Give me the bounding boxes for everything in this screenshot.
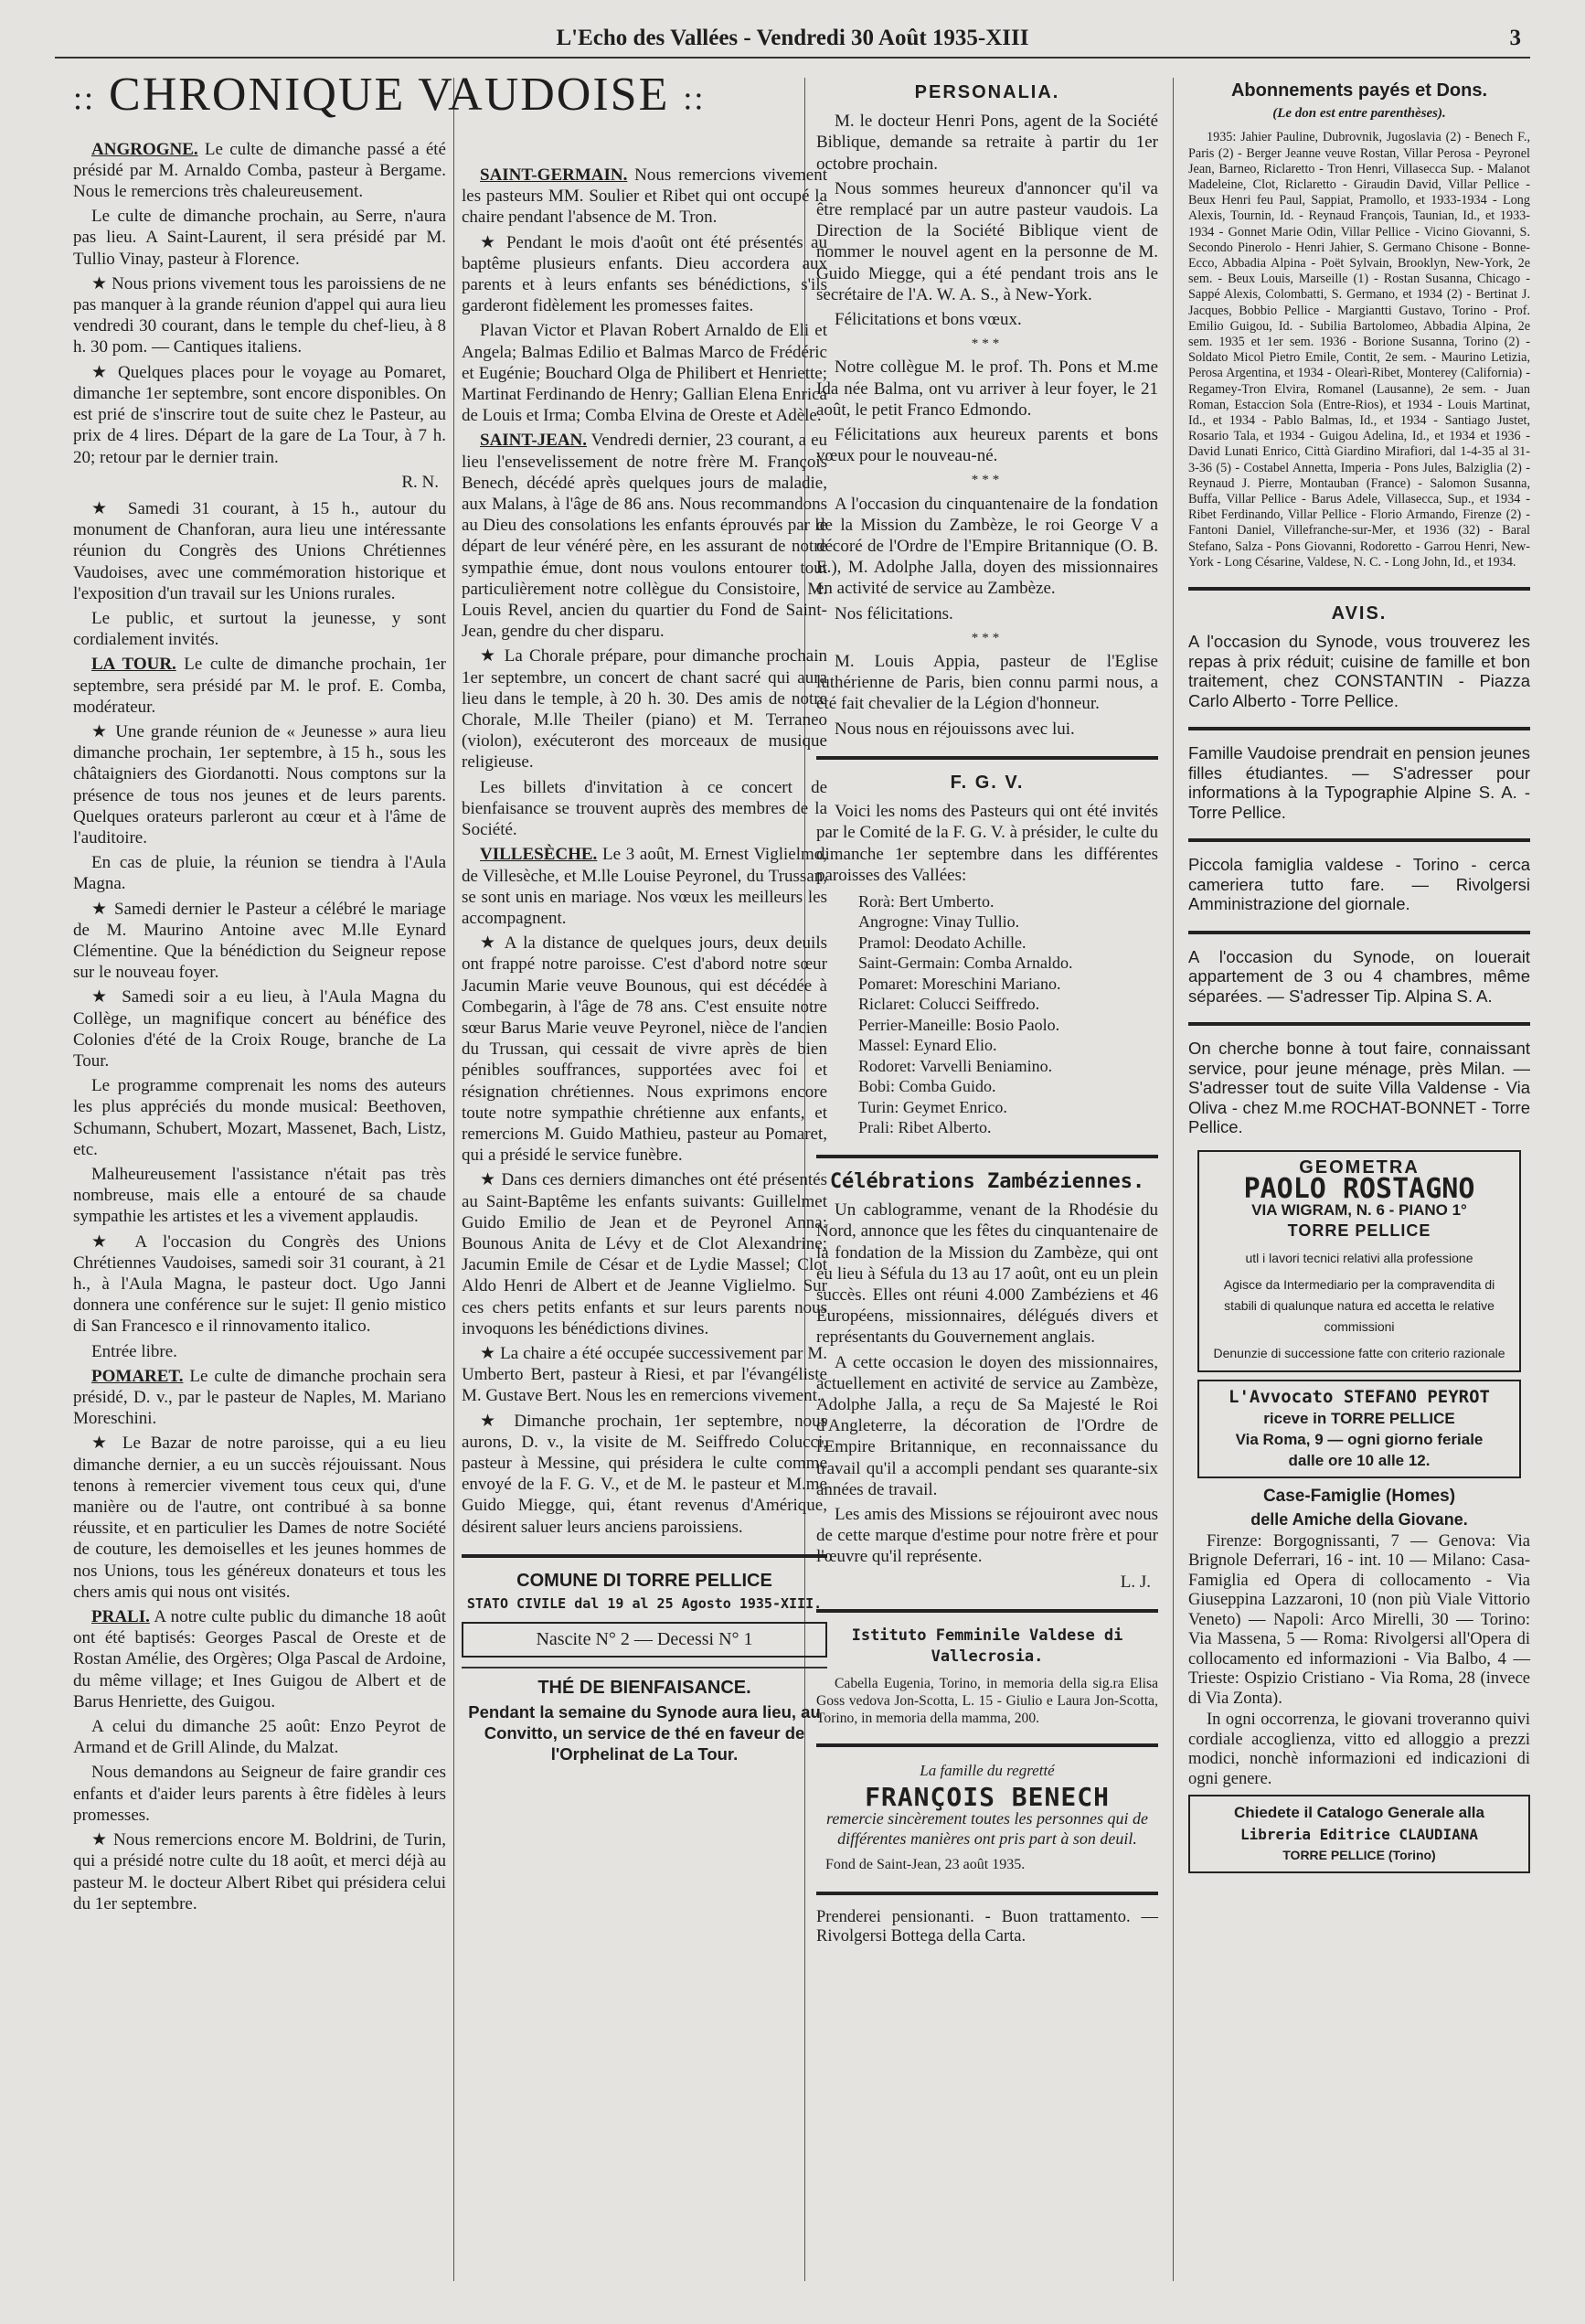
family-line: La famille du regretté — [920, 1762, 1055, 1780]
fgv-title: F. G. V. — [950, 772, 1025, 793]
subscriptions-title: Abonnements payés et Dons. — [1230, 80, 1488, 101]
article-paragraph: Félicitations et bons vœux. — [835, 310, 1022, 330]
article-paragraph: Entrée libre. — [91, 1341, 177, 1361]
article-paragraph: Les amis des Missions se réjouiront avec nous de cette marque d'estime pour notre frère et pour l'œuvre qu'il représente. — [816, 1504, 1158, 1567]
article-paragraph: Plavan Victor et Plavan Robert Arnaldo de Eli et Angela; Balmas Edilio et Balmas Marco de Frédéric et Eugénie; Bouchard Olga de Philibert et Henriette; Martinat Ferdinando de Henry; Gallian Elena Enrica de Louis et Irma; Comba Elvina de Oreste et Adèle. — [462, 321, 827, 426]
family-name: FRANÇOIS BENECH — [865, 1782, 1110, 1813]
list-item: Pomaret: Moreschini Mariano. — [858, 974, 1061, 993]
subscriptions-subtitle: (Le don est entre parenthèses). — [1272, 106, 1446, 122]
article-paragraph: ★ Nous remercions encore M. Boldrini, de Turin, qui a présidé notre culte du 18 août, et merci déjà au pasteur M. le docteur Albert Ribet qui présidera celui du 1er septembre. — [73, 1830, 446, 1914]
boarders-notice: Prenderei pensionanti. - Buon trattamento. — Rivolgersi Bottega della Carta. — [816, 1907, 1158, 1946]
civil-status-subtitle: STATO CIVILE dal 19 al 25 Agosto 1935-XIII. — [466, 1595, 823, 1612]
ad-line: Via Roma, 9 — ogni giorno feriale — [1235, 1431, 1484, 1449]
column-2 — [462, 165, 827, 1764]
article-paragraph: ANGROGNE. Le culte de dimanche passé a été présidé par M. Arnaldo Comba, pasteur à Bergame. Nous le remercions très chaleureusement. — [73, 139, 446, 202]
article-paragraph: SAINT-GERMAIN. Nous remercions vivement les pasteurs MM. Soulier et Ribet qui ont occupé la chaire pendant l'absence de M. Tron. — [462, 165, 827, 228]
divider — [1188, 587, 1530, 591]
page-header — [55, 26, 1530, 59]
page-number: 3 — [1509, 26, 1521, 50]
article-paragraph: ★ Le Bazar de notre paroisse, qui a eu lieu dimanche dernier, a eu un succès réjouissant. Nous tenons à remercier vivement tous ceux qui, d'une manière ou de l'autre, ont contribué à sa bonne réussite, et en particulier les Dames de notre Société de couture, les demoiselles et les jeunes hommes de nos Unions, tous les généreux donateurs et tous les chers amis qui nous ont visités. — [73, 1434, 446, 1602]
ad-line: TORRE PELLICE (Torino) — [1282, 1847, 1436, 1862]
divider — [816, 1743, 1158, 1747]
ad-line: Chiedete il Catalogo Generale alla — [1234, 1804, 1484, 1822]
divider — [462, 1667, 827, 1668]
avis-title: AVIS. — [1331, 603, 1388, 624]
homes-subtitle: delle Amiche della Giovane. — [1250, 1509, 1468, 1529]
section-masthead: :: CHRONIQUE VAUDOISE :: — [73, 69, 706, 121]
list-item: Perrier-Maneille: Bosio Paolo. — [858, 1015, 1060, 1034]
classified-ad: Famille Vaudoise prendrait en pension jeunes filles étudiantes. — S'adresser pour informations à la Typographie Alpine S. A. - Torre Pellice. — [1188, 743, 1531, 822]
article-paragraph: ★ Dimanche prochain, 1er septembre, nous aurons, D. v., la visite de M. Seiffredo Colucci, pasteur à Messine, qui présidera le culte comme envoyé de la F. G. V., et de M. le pasteur et M.me Guido Miegge, qui, étant revenus d'Amérique, désirent saluer leurs anciens paroissiens. — [462, 1411, 827, 1537]
civil-status-title: COMUNE DI TORRE PELLICE — [516, 1570, 772, 1591]
article-paragraph: Nous sommes heureux d'annoncer qu'il va être remplacé par un autre pasteur vaudois. La Direction de la Société Biblique vient de nommer le nouvel agent en la personne de M. Guido Miegge, qui a été pendant trois ans le secrétaire de l'A. W. A. S., à New-York. — [816, 178, 1158, 304]
article-paragraph: Le culte de dimanche prochain, au Serre, n'aura pas lieu. A Saint-Laurent, il sera présidé par M. Tullio Vinay, pasteur à Florence. — [73, 207, 446, 269]
article-paragraph: M. Louis Appia, pasteur de l'Eglise luthérienne de Paris, bien connu parmi nous, a été fait chevalier de la Légion d'honneur. — [816, 652, 1158, 714]
column-3 — [816, 80, 1158, 1949]
divider — [1188, 1022, 1530, 1026]
column-4 — [1188, 80, 1530, 1881]
signature: L. J. — [1120, 1572, 1151, 1592]
personalia-title: PERSONALIA. — [914, 82, 1060, 102]
article-paragraph: A l'occasion du cinquantenaire de la fondation de la Mission du Zambèze, le roi George V a décoré de l'Ordre de l'Empire Britannique (O. B. E.), M. Adolphe Jalla, doyen des missionnaires en activité de service au Zambèze. — [816, 494, 1158, 599]
ad-line: utl i lavori tecnici relativi alla professione — [1245, 1250, 1473, 1265]
article-paragraph: ★ Samedi dernier le Pasteur a célébré le mariage de M. Maurino Antoine avec M.lle Eynard Clémentine. Que la bénédiction du Seigneur repose sur le nouveau foyer. — [73, 899, 446, 983]
article-paragraph: M. le docteur Henri Pons, agent de la Société Biblique, demande sa retraite à partir du 1er octobre prochain. — [816, 112, 1158, 174]
list-item: Rodoret: Varvelli Beniamino. — [858, 1056, 1053, 1075]
divider — [816, 1609, 1158, 1613]
article-paragraph: En cas de pluie, la réunion se tiendra à l'Aula Magna. — [73, 853, 446, 894]
tea-text: Pendant la semaine du Synode aura lieu, au Convitto, un service de thé en faveur de l'Orphelinat de La Tour. — [468, 1701, 821, 1764]
article-paragraph: A celui du dimanche 25 août: Enzo Peyrot de Armand et de Grill Alinde, du Malzat. — [73, 1717, 446, 1758]
homes-title: Case-Famiglie (Homes) — [1262, 1487, 1456, 1507]
divider — [462, 1554, 827, 1558]
article-paragraph: Voici les noms des Pasteurs qui ont été invités par le Comité de la F. G. V. à présider, le culte du dimanche 1er septembre dans les différentes paroisses des Vallées: — [816, 802, 1158, 885]
ad-line: riceve in TORRE PELLICE — [1263, 1409, 1455, 1427]
list-item: Angrogne: Vinay Tullio. — [858, 912, 1020, 932]
classified-ad: Piccola famiglia valdese - Torino - cerca cameriera tutto fare. — Rivolgersi Amministrazione del giornale. — [1188, 855, 1530, 914]
ad-title: GEOMETRA — [1299, 1157, 1420, 1178]
article-paragraph: ★ Samedi soir a eu lieu, à l'Aula Magna du Collège, un magnifique concert au bénéfice des Colonies d'été de la Croix Rouge, branche de La Tour. — [73, 987, 446, 1071]
family-thanks: remercie sincèrement toutes les personnes qui de différentes manières ont pris part à son deuil. — [826, 1808, 1148, 1848]
ad-line: Denunzie di successione fatte con criterio razionale — [1213, 1346, 1505, 1361]
column-rule — [453, 78, 454, 2281]
column-rule — [1173, 78, 1174, 2281]
celebrations-title: Célébrations Zambéziennes. — [829, 1169, 1145, 1193]
article-paragraph: ★ Samedi 31 courant, à 15 h., autour du monument de Chanforan, aura lieu une intéressante réunion du Congrès des Unions Chrétiennes Vaudoises, avec une commémoration historique et l'exposition d'un travail sur les Unions rurales. — [73, 498, 446, 603]
signature: R. N. — [401, 472, 439, 492]
divider — [1188, 727, 1530, 730]
ad-line: dalle ore 10 alle 12. — [1288, 1452, 1431, 1470]
article-paragraph: Les billets d'invitation à ce concert de bienfaisance se trouvent auprès des membres de la Société. — [462, 777, 827, 840]
article-paragraph: ★ Dans ces derniers dimanches ont été présentés au Saint-Baptême les enfants suivants: Guillelmet Guido Emilio de Jean et de Peyronel Anna: Bounous Anita de Lévy et de Clot Alexandrine; Jacumin Emile de César et de Lydie Massel; Clot Aldo Henri de Albert et de Jeanne Viglielmo. Sur ces chers petits enfants et sur leurs parents nous invoquons les bénédictions divines. — [462, 1170, 827, 1338]
article-paragraph: SAINT-JEAN. Vendredi dernier, 23 courant, a eu lieu l'ensevelissement de notre frère M. François Benech, décédé après quelques jours de maladie, aux Malans, à l'âge de 86 ans. Nous recommandons au Dieu des consolations les enfants éprouvés par le départ de leur vénéré père, en les assurant de notre sympathie émue, dont nous voulons entourer tout particulièrement notre collègue du Consistoire, M. Louis Revel, ancien du quartier du Fond de Saint-Jean, gendre du cher disparu. — [462, 431, 827, 642]
article-paragraph: ★ Quelques places pour le voyage au Pomaret, dimanche 1er septembre, sont encore disponibles. On est prié de s'inscrire tout de suite chez le Pasteur, au prix de 4 lires. Départ de la gare de La Tour, à 7 h. 20; retour par le dernier train. — [73, 362, 446, 467]
ad-name: PAOLO ROSTAGNO — [1243, 1173, 1475, 1205]
births-deaths-box: Nascite N° 2 — Decessi N° 1 — [462, 1622, 827, 1658]
donations-text: Cabella Eugenia, Torino, in memoria della sig.ra Elisa Goss vedova Jon-Scotta, L. 15 - Giulio e Laura Jon-Scotta, Torino, in memoria della mamma, 200. — [816, 1676, 1158, 1727]
ad-name: L'Avvocato STEFANO PEYROT — [1229, 1386, 1490, 1407]
article-paragraph: Nos félicitations. — [835, 603, 953, 624]
divider — [1188, 931, 1530, 934]
separator-stars: *** — [971, 336, 1004, 352]
article-paragraph: Nous nous en réjouissons avec lui. — [835, 719, 1075, 739]
surveyor-ad — [1197, 1150, 1521, 1372]
list-item: Massel: Eynard Elio. — [858, 1036, 997, 1055]
homes-list: Firenze: Borgognissanti, 7 — Genova: Via Brignole Deferrari, 16 - int. 10 — Milano: Casa-Famiglia ed Opera di collocamento - Via Giuseppina Lazzaroni, 10 (non più Viale Vittorio Veneto) — Napoli: Arco Mirelli, 30 — Torino: Via Massena, 5 — Roma: Rivolgersi all'Opera di collocamento ed informazioni - Via Balbo, 4 — Trieste: Ospizio Cristiano - Via Roma, 28 (invece di Via Zonta). — [1188, 1531, 1530, 1708]
article-paragraph: Malheureusement l'assistance n'était pas très nombreuse, mais elle a entouré de sa chaude sympathie les artistes et les a vivement applaudis. — [73, 1165, 446, 1227]
article-paragraph: ★ A la distance de quelques jours, deux deuils ont frappé notre paroisse. C'est d'abord notre sœur Jacumin Marie veuve Bounous, qui est décédée à Combegarin, à l'âge de 78 ans. C'est ensuite notre sœur Barus Marie veuve Peyronel, nièce de l'ancien du Trussan, qui cessait de vivre après de bien pénibles souffrances, supportées avec foi et résignation chrétiennes. Nous exprimons encore toute notre sympathie chrétienne aux enfants, et remercions M. Guido Mathieu, pasteur au Pomaret, qui a présidé le service funèbre. — [462, 933, 827, 1166]
lawyer-ad — [1197, 1380, 1521, 1479]
article-paragraph: ★ A l'occasion du Congrès des Unions Chrétiennes Vaudoises, samedi soir 31 courant, à 21 h., à l'Aula Magna, le pasteur doct. Ugo Janni donnera une conférence sur le sujet: Il genio mistico di San Francesco e il rinnovamento italico. — [73, 1231, 446, 1337]
article-paragraph: A cette occasion le doyen des missionnaires, actuellement en activité de service au Zambèze, Adolphe Jalla, a reçu de Sa Majesté le Roi d'Angleterre, la décoration de l'Ordre de l'Empire Britannique, en reconnaissance du travail qu'il a accompli pendant ses quarante-six années de travail. — [816, 1352, 1158, 1499]
article-paragraph: ★ La Chorale prépare, pour dimanche prochain 1er septembre, un concert de chant sacré qui aura lieu dans le temple, à 20 h. 30. Des amis de notre Chorale, M.lle Theiler (piano) et M. Terraneo (violon), exécuteront des morceaux de musique religieuse. — [462, 646, 827, 773]
separator-stars: *** — [971, 473, 1004, 488]
article-paragraph: ★ Une grande réunion de « Jeunesse » aura lieu dimanche prochain, 1er septembre, à 15 h., sous les châtaigniers des Giordanotti. Nous comptons sur la présence de tous nos jeunes et de leurs parents. Quelques orateurs parleront au cœur et à l'âme de l'auditoire. — [73, 721, 446, 848]
institute-title: Istituto Femminile Valdese di Vallecrosia. — [851, 1626, 1123, 1666]
divider — [1188, 838, 1530, 842]
article-paragraph: Le public, et surtout la jeunesse, y sont cordialement invités. — [73, 608, 446, 650]
article-paragraph: ★ Nous prions vivement tous les paroissiens de ne pas manquer à la grande réunion d'appel qui aura lieu vendredi 30 courant, dans le temple du chef-lieu, à 8 h. 30 pom. — Cantiques italiens. — [73, 273, 446, 357]
subscriptions-list: 1935: Jahier Pauline, Dubrovnik, Jugoslavia (2) - Benech F., Paris (2) - Berger Jeanne veuve Rostan, Villar Perosa - Peyronel Jean, Barneo, Riclaretto - Tron Henri, Villasecca Sup. - Malanot Madeleine, Clot, Riclaretto - Giraudin David, Villar Pellice - Beux Henri feu Paul, Sappiat, Pramollo, et 1933-1934 - Long Alexis, Tournin, Id. - Reynaud François, Taunian, Id., et 1933-1934 - Gonnet Marie Odin, Villar Pellice - Vicino Giovanni, S. Secondo Pinerolo - Henri Jahier, S. Germano Chisone - Bonne-Ecco, Abbadia Alpina - Poët Sylvain, Brooklyn, New-York, 2e sem. - Beux Louis, Marseille (1) - Rostan Susanna, Chicago - Sappé Alexis, Colombatti, S. Germano, et 1934 (2) - Bertinat J. Jacques, Bobbio Pellice - Margiantti Gustavo, Torino - Prof. Emilio Guigou, Id. - Subilia Bartolomeo, Abbadia Alpina, 2e sem. 1935 et 1er sem. 1936 - Borione Susanna, Torino (2) - Soldato Micol Pietro Emile, Contit, 2e sem. - Maurino Letizia, Perosa Argentina, et 1934 - Olearì-Ribet, Monterey (California) - Regamey-Tron Elvira, Romanel (Lausanne), 2e sem. - Juan Roman, Estaccion Sola (Entre-Rios), et 1934 - Louis Martinat, Id., et 1934 - Pablo Balmas, Id., et 1934 - Santiago Justet, Rosario Tala, et 1934 - Guigou Adelina, Id., et 1934 et 1936 - David Lunati Enrico, Città Giardino Mirafiori, dal 1-4-35 al 31-3-36 (5) - Costabel Annetta, Imperia - Pons Jules, Balziglia (2) - Reynaud J. Pierre, Montauban (France) - Salomon Susanna, Buffa, Villar Pellice - Barus Adele, Villasecca, Sup., et 1934 - Ribet Ferdinando, Villar Pellice - Florio Armando, Firenze (2) - Fantoni Daniel, Villefranche-sur-Mer, et 1936 (32) - Baral Stefano, Salza - Pons Giovanni, Rodoretto - Garrou Henri, New-York - Long Césarine, Valdese, N. C. - Long John, Id., et 1934. — [1188, 130, 1530, 570]
homes-note: In ogni occorrenza, le giovani troveranno quivi cordiale accoglienza, vitto ed alloggio a prezzi modici, nonchè informazioni ed indicazioni di ogni genere. — [1188, 1711, 1530, 1788]
article-paragraph: Un cablogramme, venant de la Rhodésie du Nord, annonce que les fêtes du cinquantenaire de la fondation de la Mission du Zambèze, qui ont eu lieu à Séfula du 13 au 17 août, ont eu un plein succès. Elles ont réuni 4.000 Zambéziens et 46 Européens, missionnaires, délégués divers et représentants du Gouvernement anglais. — [816, 1200, 1158, 1348]
catalogue-ad — [1188, 1795, 1530, 1873]
ad-city: TORRE PELLICE — [1287, 1221, 1431, 1241]
article-paragraph: ★ La chaire a été occupée successivement par M. Umberto Bert, pasteur à Riesi, et par l'évangéliste M. Gustave Bert. Nous les en remercions vivement. — [462, 1343, 827, 1406]
article-paragraph: POMARET. Le culte de dimanche prochain sera présidé, D. v., par le pasteur de Naples, M. Mariano Moreschini. — [73, 1366, 446, 1429]
article-paragraph: LA TOUR. Le culte de dimanche prochain, 1er septembre, sera présidé par M. le prof. E. Comba, modérateur. — [73, 655, 446, 717]
list-item: Saint-Germain: Comba Arnaldo. — [858, 954, 1073, 973]
article-paragraph: Le programme comprenait les noms des auteurs les plus appréciés du monde musical: Beethoven, Schumann, Schubert, Mozart, Massenet, Bach, Listz, etc. — [73, 1076, 446, 1159]
classified-ad: A l'occasion du Synode, on louerait appartement de 3 ou 4 chambres, même séparées. — S'adresser Tip. Alpina S. A. — [1188, 946, 1530, 1006]
header-title: L'Echo des Vallées - Vendredi 30 Août 1935-XIII — [556, 26, 1029, 50]
list-item: Turin: Geymet Enrico. — [858, 1097, 1007, 1116]
list-item: Rorà: Bert Umberto. — [858, 891, 995, 911]
divider — [816, 1155, 1158, 1158]
family-place-date: Fond de Saint-Jean, 23 août 1935. — [825, 1856, 1026, 1872]
pastor-list — [858, 891, 1158, 1138]
tea-title: THÉ DE BIENFAISANCE. — [537, 1678, 751, 1699]
article-paragraph: PRALI. A notre culte public du dimanche 18 août ont été baptisés: Georges Pascal de Oreste et de Rostan Amélie, des Orgères; Olga Pascal de Ardoine, du même village; et Ines Guigou de Albert et de Barus Henriette, des Guigou. — [73, 1607, 446, 1711]
list-item: Pramol: Deodato Achille. — [858, 933, 1027, 952]
article-paragraph: VILLESÈCHE. Le 3 août, M. Ernest Viglielmo, de Villesèche, et M.lle Louise Peyronel, du Trussan, se sont unis en mariage. Nos vœux les meilleurs les accompagnent. — [462, 845, 827, 928]
divider — [816, 1892, 1158, 1895]
article-paragraph: ★ Pendant le mois d'août ont été présentés au baptême plusieurs enfants. Dieu accordera aux parents et à leurs enfants ses bénédictions, s'ils garderont fidèlement les promesses faites. — [462, 232, 827, 316]
avis-text: A l'occasion du Synode, vous trouverez les repas à prix réduit; cuisine de famille et bon traitement, chez CONSTANTIN - Piazza Carlo Alberto - Torre Pellice. — [1188, 632, 1530, 710]
list-item: Riclaret: Colucci Seiffredo. — [858, 995, 1040, 1014]
ad-line: Agisce da Intermediario per la compravendita di stabili di qualunque natura ed accetta le relative commissioni — [1223, 1276, 1495, 1335]
classified-ad: On cherche bonne à tout faire, connaissant service, pour jeune ménage, près Milan. — S'adresser tout de suite Villa Valdense - Via Oliva - chez M.me ROCHAT-BONNET - Torre Pellice. — [1188, 1039, 1530, 1137]
separator-stars: *** — [971, 630, 1004, 645]
ad-address: VIA WIGRAM, N. 6 - PIANO 1° — [1251, 1201, 1467, 1220]
article-paragraph: Félicitations aux heureux parents et bons vœux pour le nouveau-né. — [816, 425, 1158, 466]
list-item: Bobi: Comba Guido. — [858, 1077, 996, 1096]
article-paragraph: Notre collègue M. le prof. Th. Pons et M.me Ida née Balma, ont vu arriver à leur foyer, le 21 août, le petit Franco Edmondo. — [816, 357, 1158, 420]
ad-name: Libreria Editrice CLAUDIANA — [1239, 1825, 1479, 1843]
list-item: Prali: Ribet Alberto. — [858, 1118, 992, 1137]
divider — [816, 756, 1158, 760]
article-paragraph: Nous demandons au Seigneur de faire grandir ces enfants et d'aider leurs parents à être fidèles à leurs promesses. — [73, 1763, 446, 1825]
